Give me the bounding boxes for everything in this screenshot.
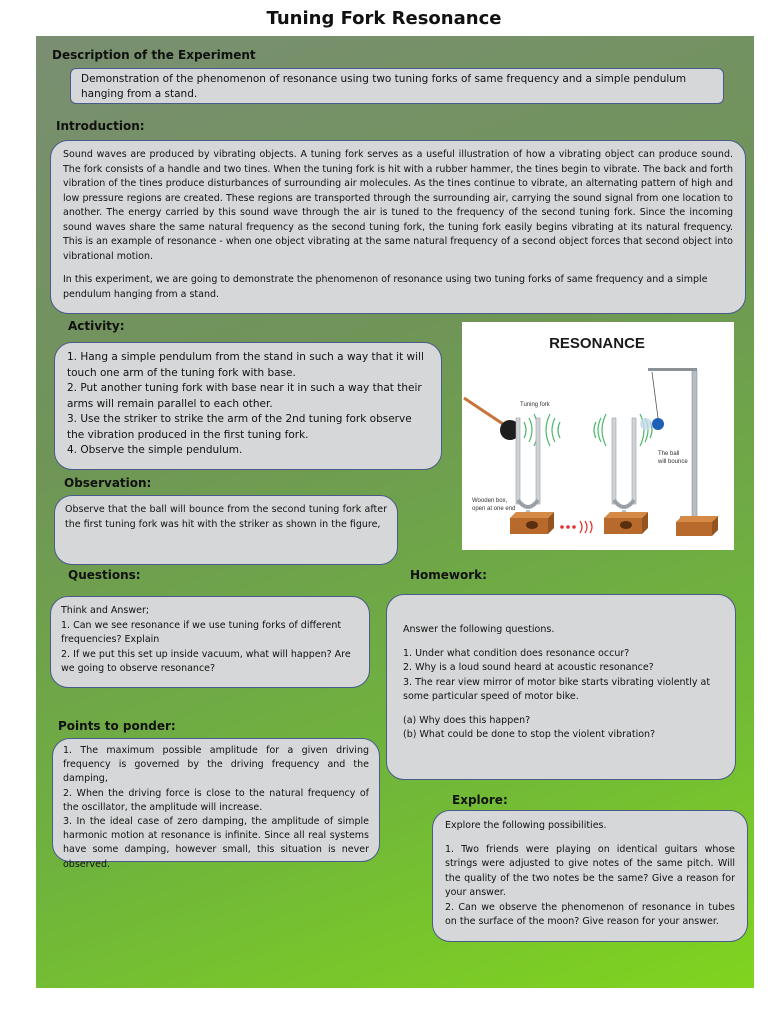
observation-text: Observe that the ball will bounce from the second tuning fork after the first tuning fork was hit with the striker as shown in the figure, xyxy=(65,504,387,530)
questions-box xyxy=(50,596,370,688)
figure-label-ball: will bounce xyxy=(658,459,688,465)
explore-line: 1. Two friends were playing on identical guitars whose strings were adjusted to give notes of the same pitch. Will the quality of the two notes be the same? Give a reason for your answer. xyxy=(445,843,735,898)
ponder-line: 3. In the ideal case of zero damping, the amplitude of simple harmonic motion at resonance is infinite. Since all real systems have some damping, however small, this situation is never observed. xyxy=(63,816,369,870)
pendulum-string xyxy=(652,372,658,418)
sound-arcs-red xyxy=(580,521,592,533)
wooden-box-right xyxy=(604,512,648,534)
homework-line: 2. Why is a loud sound heard at acoustic resonance? xyxy=(403,662,654,673)
description-text: Demonstration of the phenomenon of resonance using two tuning forks of same frequency and a simple pendulum hanging from a stand. xyxy=(81,73,687,100)
ponder-box xyxy=(52,738,380,870)
introduction-box xyxy=(50,140,746,314)
figure-title: RESONANCE xyxy=(549,335,645,352)
sound-between-boxes xyxy=(560,525,576,529)
wooden-box-left xyxy=(510,512,554,534)
figure-label-ball: The ball xyxy=(658,451,680,457)
introduction-paragraph: Sound waves are produced by vibrating objects. A tuning fork serves as a useful illustration of how a vibrating object can produce sound. The fork consists of a handle and two tines. When the tuning fork is hit with a rubber hammer, the tines begin to vibrate. The back and forth vibration of the tines produce disturbances of surrounding air molecules. As the tines continue to vibrate, an alternating pattern of high and low pressure regions are created. These regions are transported through the surrounding air, carrying the sound signal from one location to another. The energy carried by this sound wave through the air is tuned to the frequency of the second tuning fork. Since the incoming sound waves share the same natural frequency as the second tuning fork, the tuning fork easily begins vibrating at its natural frequency. This is an example of resonance - when one object vibrating at the same natural frequency of a second object forces that second object into vibrational motion. xyxy=(63,149,733,262)
pendulum-ball-ghost xyxy=(640,418,652,430)
figure-label-box: open at one end xyxy=(472,506,516,512)
explore-heading: Explore: xyxy=(452,793,508,807)
homework-box xyxy=(386,594,736,780)
ponder-heading: Points to ponder: xyxy=(58,719,176,733)
homework-line: 3. The rear view mirror of motor bike starts vibrating violently at some particular speed of motor bike. xyxy=(403,676,711,702)
description-box xyxy=(70,68,724,104)
introduction-heading: Introduction: xyxy=(56,119,145,133)
homework-heading: Homework: xyxy=(410,568,487,582)
activity-step: 2. Put another tuning fork with base near it in such a way that their arms will remain parallel to each other. xyxy=(67,382,422,410)
explore-line: 2. Can we observe the phenomenon of resonance in tubes on the surface of the moon? Give reason for your answer. xyxy=(445,901,735,927)
resonance-figure xyxy=(462,322,734,550)
activity-step: 1. Hang a simple pendulum from the stand in such a way that it will touch one arm of the tuning fork with base. xyxy=(67,351,424,379)
activity-heading: Activity: xyxy=(68,319,125,333)
activity-step: 4. Observe the simple pendulum. xyxy=(67,444,243,456)
observation-box xyxy=(54,495,398,565)
activity-step: 3. Use the striker to strike the arm of the 2nd tuning fork observe the vibration produced in the first tuning fork. xyxy=(67,413,412,441)
explore-intro: Explore the following possibilities. xyxy=(445,820,607,831)
activity-box xyxy=(54,342,442,470)
ponder-line: 2. When the driving force is close to the natural frequency of the oscillator, the amplitude will increase. xyxy=(63,787,369,813)
questions-heading: Questions: xyxy=(68,568,141,582)
ponder-line: 1. The maximum possible amplitude for a given driving frequency is governed by the driving frequency and the damping, xyxy=(63,745,369,785)
striker-handle xyxy=(464,398,506,426)
tuning-fork-right xyxy=(612,418,636,520)
homework-line: 1. Under what condition does resonance occur? xyxy=(403,647,630,659)
pendulum-ball xyxy=(652,418,664,430)
homework-subline: (b) What could be done to stop the violent vibration? xyxy=(403,729,656,740)
figure-label-box: Wooden box, xyxy=(472,498,508,504)
questions-line: 2. If we put this set up inside vacuum, what will happen? Are we going to observe resonance? xyxy=(61,648,351,674)
figure-label-fork: Tuning fork xyxy=(520,402,550,408)
homework-intro: Answer the following questions. xyxy=(403,624,555,635)
questions-line: 1. Can we see resonance if we use tuning forks of different frequencies? Explain xyxy=(61,619,342,645)
introduction-paragraph: In this experiment, we are going to demonstrate the phenomenon of resonance using two tuning forks of same frequency and a simple pendulum hanging from a stand. xyxy=(63,274,708,300)
page-title: Tuning Fork Resonance xyxy=(266,8,502,29)
explore-box xyxy=(432,810,748,942)
questions-line: Think and Answer; xyxy=(61,605,150,616)
sound-waves-left xyxy=(524,414,560,446)
homework-subline: (a) Why does this happen? xyxy=(403,714,531,726)
tuning-fork-left xyxy=(516,418,540,520)
observation-heading: Observation: xyxy=(64,476,152,490)
description-heading: Description of the Experiment xyxy=(52,48,256,62)
